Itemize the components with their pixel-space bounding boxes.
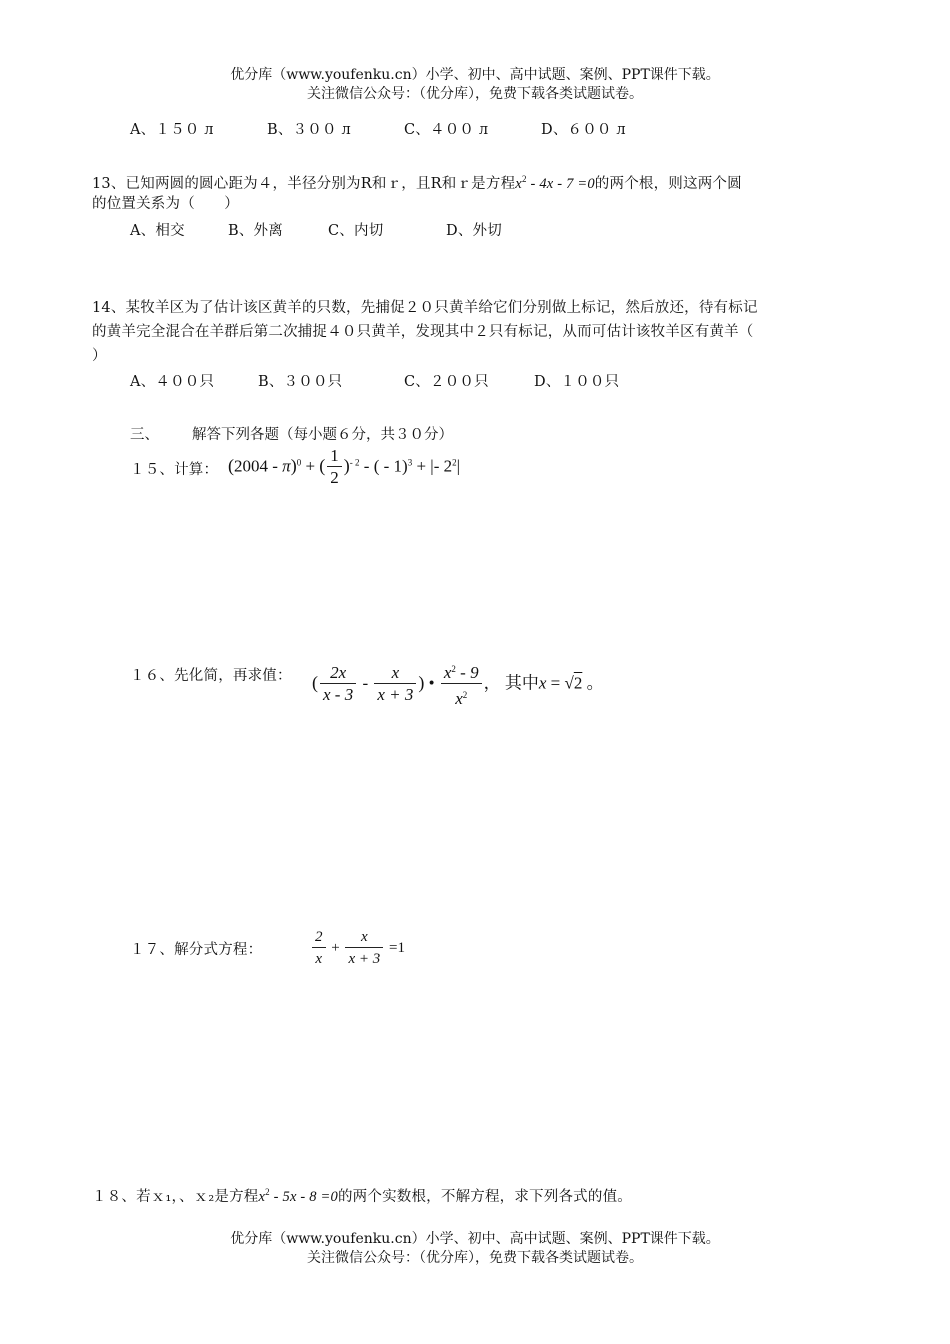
q14-options xyxy=(130,370,619,394)
q14-option-b: B、３００只 xyxy=(258,374,343,390)
q18-tail: 的两个实数根，不解方程，求下列各式的值。 xyxy=(337,1189,632,1205)
footer-line-1: 优分库（www.youfenku.cn）小学、初中、高中试题、案例、PPT课件下载。 xyxy=(230,1231,720,1247)
q13-option-a: A、相交 xyxy=(130,223,185,239)
q16-condition: 其中 xyxy=(504,673,539,693)
section-3-number: 三、 xyxy=(130,427,159,443)
q14-stem-line-3: ） xyxy=(92,348,107,364)
q13-stem-line-2: 的位置关系为（ ） xyxy=(92,196,239,212)
q13-stem-part-2: 的两个根，则这两个圆 xyxy=(594,176,742,192)
q13-options xyxy=(130,219,502,243)
q15-label: １５、计算： xyxy=(130,462,219,478)
q12-option-a: A、１５０ л xyxy=(130,122,214,138)
q13-equation: $x^2 - 4x - 7 =0$ xyxy=(515,174,595,192)
section-3-title: 解答下列各题（每小题６分，共３０分） xyxy=(192,427,453,443)
footer-line-2: 关注微信公众号：（优分库），免费下载各类试题试卷。 xyxy=(307,1250,643,1266)
q18-label: １８、若ｘ₁，、ｘ₂是方程 xyxy=(92,1189,259,1205)
q16-label: １６、先化简，再求值： xyxy=(130,668,292,684)
q18-equation: $x^2 - 5x - 8 =0$ xyxy=(258,1187,338,1205)
section-3-heading xyxy=(130,423,453,444)
q12-option-b: B、３００ л xyxy=(267,122,351,138)
q14-option-d: D、１００只 xyxy=(534,374,620,390)
q15-formula: (2004 - π)$^0$ + ( $\frac{1}{2}$ )$^{- 2}$ - ( - 1)$^3$ + |- $2^2|$ xyxy=(228,446,461,487)
q12-option-c: C、４００ л xyxy=(404,122,489,138)
q14-option-c: C、２００只 xyxy=(404,374,489,390)
q13-option-b: B、外离 xyxy=(228,223,283,239)
q12-option-d: D、６００ л xyxy=(541,122,626,138)
q14-stem-line-1: 14、某牧羊区为了估计该区黄羊的只数，先捕促２０只黄羊给它们分别做上标记，然后放还，待有标记 xyxy=(92,300,758,316)
q13-option-d: D、外切 xyxy=(446,223,502,239)
q17-label: １７、解分式方程： xyxy=(130,942,263,958)
q14-stem-line-2: 的黄羊完全混合在羊群后第二次捕捉４０只黄羊，发现其中２只有标记，从而可估计该牧羊区有黄羊（ xyxy=(92,324,754,340)
q16-formula: ( $\frac{2x}{x - 3}$ - $\frac{x}{x + 3}$ ) • $\frac{x^2 - 9}{x^2}$ ， 其中x = √2 。 xyxy=(312,660,604,709)
q17-formula: $\frac{2}{x}$ + $\frac{x}{x + 3}$ =1 xyxy=(310,928,405,969)
q12-options xyxy=(130,118,626,142)
q18-line xyxy=(92,1180,632,1209)
header-line-1: 优分库（www.youfenku.cn）小学、初中、高中试题、案例、PPT课件下载。 xyxy=(230,67,720,83)
q13-option-c: C、内切 xyxy=(328,223,384,239)
q13-stem-part-1: 13、已知两圆的圆心距为４，半径分别为R和ｒ，且R和ｒ是方程 xyxy=(92,176,516,192)
header-line-2: 关注微信公众号：（优分库），免费下载各类试题试卷。 xyxy=(307,86,643,102)
q14-option-a: A、４００只 xyxy=(130,374,215,390)
